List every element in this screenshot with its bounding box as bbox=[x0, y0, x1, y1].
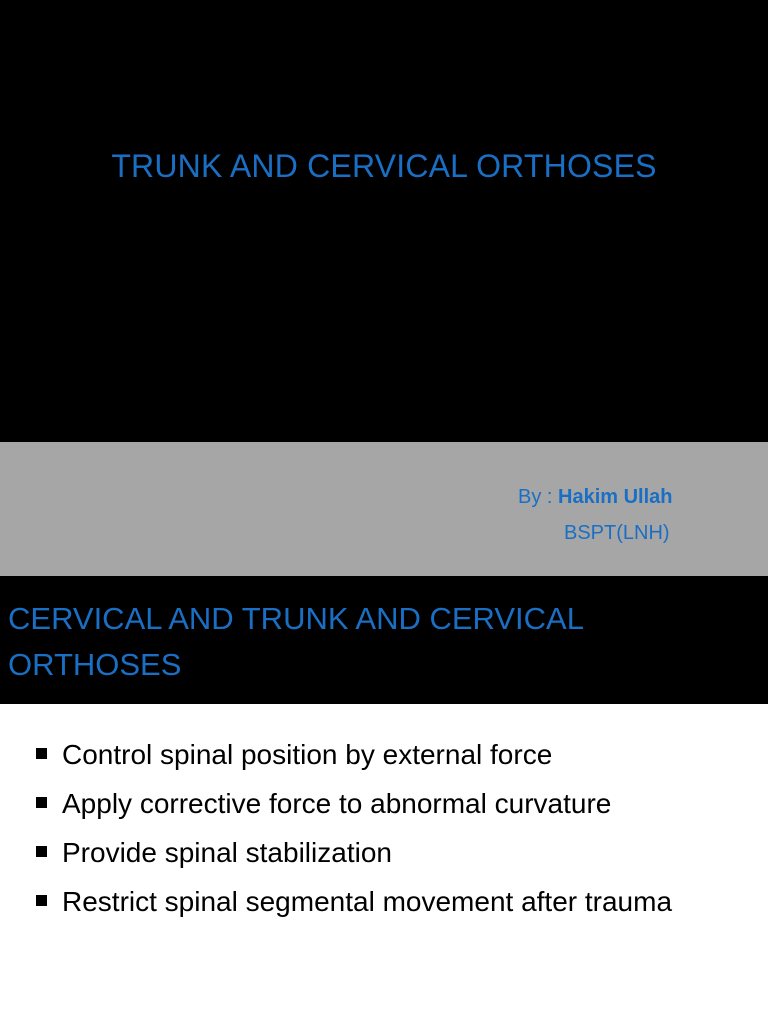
square-bullet-icon bbox=[36, 748, 47, 759]
bullet-text: Restrict spinal segmental movement after trauma bbox=[62, 886, 673, 917]
square-bullet-icon bbox=[36, 797, 47, 808]
bullet-item bbox=[0, 828, 768, 877]
author-prefix: By : bbox=[518, 486, 559, 508]
author-degree: BSPT(LNH) bbox=[564, 522, 670, 544]
presentation-title: TRUNK AND CERVICAL ORTHOSES bbox=[111, 148, 657, 184]
author-name: Hakim Ullah bbox=[558, 486, 673, 508]
content-slide-title: CERVICAL AND TRUNK AND CERVICAL ORTHOSES bbox=[8, 601, 583, 682]
title-slide-background bbox=[0, 0, 768, 442]
square-bullet-icon bbox=[36, 846, 47, 857]
bullet-item bbox=[0, 730, 768, 779]
square-bullet-icon bbox=[36, 895, 47, 906]
author-line bbox=[518, 486, 673, 509]
bullet-text: Provide spinal stabilization bbox=[62, 837, 392, 868]
bullet-list bbox=[0, 730, 768, 926]
bullet-text: Control spinal position by external force bbox=[62, 739, 553, 770]
bullet-text: Apply corrective force to abnormal curvature bbox=[62, 788, 612, 819]
bullet-item bbox=[0, 779, 768, 828]
bullet-item bbox=[0, 877, 768, 926]
author-band bbox=[0, 442, 768, 576]
